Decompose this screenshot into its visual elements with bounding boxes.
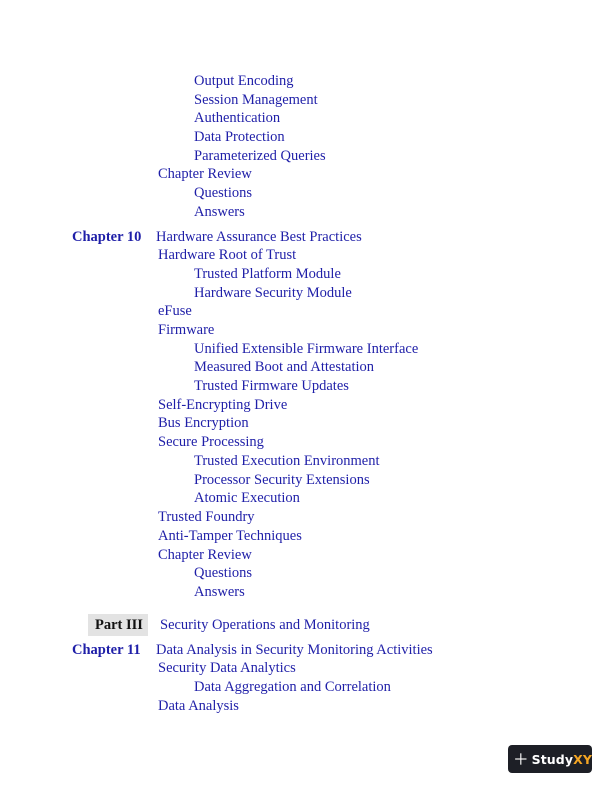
toc-entry-session-management[interactable]: Session Management — [194, 92, 318, 108]
toc-entry-trusted-foundry[interactable]: Trusted Foundry — [158, 509, 255, 525]
toc-entry-firmware[interactable]: Firmware — [158, 322, 215, 338]
toc-entry-output-encoding[interactable]: Output Encoding — [194, 73, 294, 89]
plus-icon — [513, 748, 529, 770]
toc-entry-parameterized-queries[interactable]: Parameterized Queries — [194, 148, 326, 164]
toc-entry-chapter-review[interactable]: Chapter Review — [158, 166, 252, 182]
toc-entry-data-aggregation[interactable]: Data Aggregation and Correlation — [194, 679, 391, 695]
chapter-11-label[interactable]: Chapter 11 — [72, 642, 141, 658]
toc-entry-bus-encryption[interactable]: Bus Encryption — [158, 415, 249, 431]
toc-entry-questions[interactable]: Questions — [194, 185, 252, 201]
toc-entry-efuse[interactable]: eFuse — [158, 303, 192, 319]
studyxy-logo-xy: XY — [573, 751, 592, 767]
toc-entry-tee[interactable]: Trusted Execution Environment — [194, 453, 380, 469]
chapter-11-title[interactable]: Data Analysis in Security Monitoring Activities — [156, 642, 433, 658]
toc-entry-uefi[interactable]: Unified Extensible Firmware Interface — [194, 341, 419, 357]
part-3-label: Part III — [95, 617, 143, 633]
toc-entry-secure-processing[interactable]: Secure Processing — [158, 434, 264, 450]
toc-entry-chapter-review[interactable]: Chapter Review — [158, 547, 252, 563]
toc-entry-measured-boot[interactable]: Measured Boot and Attestation — [194, 359, 375, 375]
toc-entry-hardware-security-module[interactable]: Hardware Security Module — [194, 285, 352, 301]
toc-entry-data-analysis[interactable]: Data Analysis — [158, 698, 239, 714]
toc-entry-trusted-firmware-updates[interactable]: Trusted Firmware Updates — [194, 378, 349, 394]
chapter-10-title[interactable]: Hardware Assurance Best Practices — [156, 229, 362, 245]
toc-entry-processor-security-extensions[interactable]: Processor Security Extensions — [194, 472, 370, 488]
toc-entry-answers[interactable]: Answers — [194, 584, 245, 600]
toc-entry-questions[interactable]: Questions — [194, 565, 252, 581]
toc-entry-security-data-analytics[interactable]: Security Data Analytics — [158, 660, 296, 676]
studyxy-logo-study: Study — [531, 751, 574, 767]
studyxy-badge[interactable] — [508, 745, 592, 773]
toc-entry-hardware-root-of-trust[interactable]: Hardware Root of Trust — [158, 247, 297, 263]
chapter-10-label[interactable]: Chapter 10 — [72, 229, 142, 245]
toc-entry-answers[interactable]: Answers — [194, 204, 245, 220]
toc-entry-data-protection[interactable]: Data Protection — [194, 129, 285, 145]
toc-entry-authentication[interactable]: Authentication — [194, 110, 281, 126]
toc-entry-trusted-platform-module[interactable]: Trusted Platform Module — [194, 266, 341, 282]
toc-entry-atomic-execution[interactable]: Atomic Execution — [194, 490, 300, 506]
toc-entry-anti-tamper[interactable]: Anti-Tamper Techniques — [158, 528, 302, 544]
toc-entry-self-encrypting-drive[interactable]: Self-Encrypting Drive — [158, 397, 288, 413]
studyxy-logo-text — [532, 752, 592, 767]
part-3-title[interactable]: Security Operations and Monitoring — [160, 617, 370, 633]
